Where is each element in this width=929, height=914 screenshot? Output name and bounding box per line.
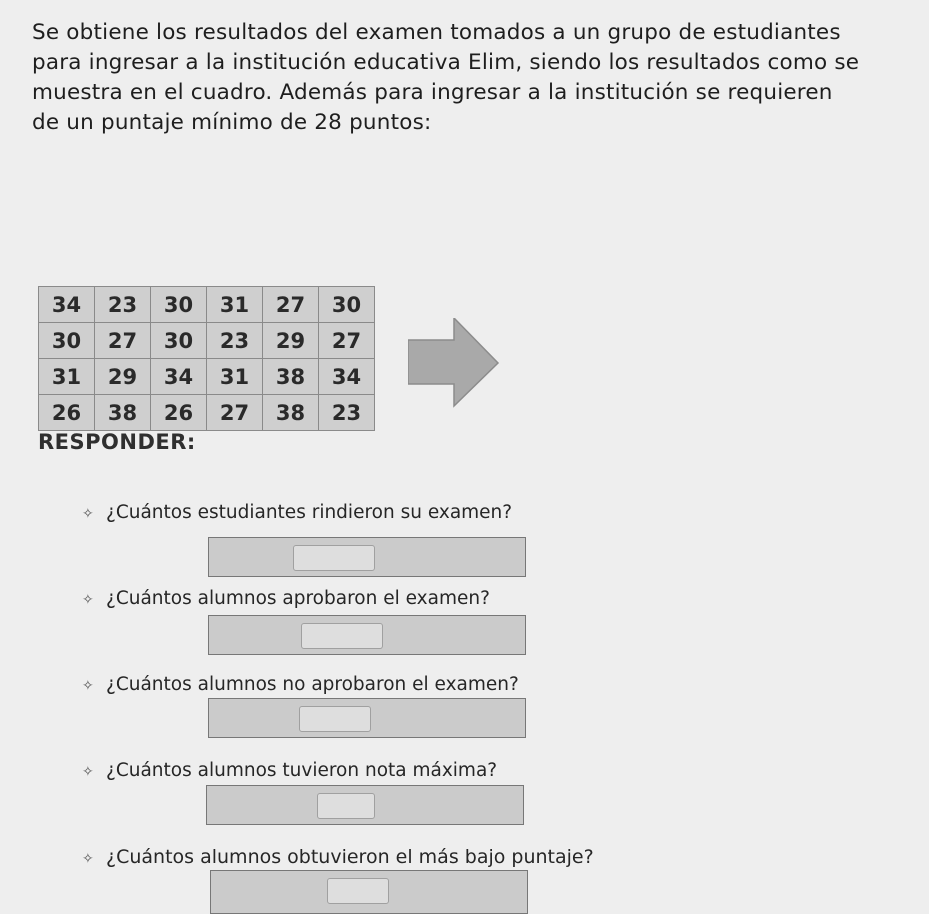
table-cell: 27 (207, 395, 263, 431)
answer-box-1[interactable] (208, 537, 526, 577)
answer-input-4[interactable] (317, 793, 375, 819)
diamond-bullet-icon: ✧ (82, 678, 94, 694)
intro-line-1: Se obtiene los resultados del examen tomados a un grupo de estudiantes (32, 20, 841, 45)
diamond-bullet-icon: ✧ (82, 851, 94, 867)
answer-input-5[interactable] (327, 878, 389, 904)
intro-line-2: para ingresar a la institución educativa Elim, siendo los resultados como se (32, 50, 860, 75)
table-cell: 29 (95, 359, 151, 395)
question-text: ¿Cuántos alumnos no aprobaron el examen? (106, 674, 519, 695)
table-cell: 34 (319, 359, 375, 395)
question-text: ¿Cuántos alumnos aprobaron el examen? (106, 588, 490, 609)
answer-input-2[interactable] (301, 623, 383, 649)
answer-box-3[interactable] (208, 698, 526, 738)
question-1 (82, 502, 512, 523)
table-cell: 27 (95, 323, 151, 359)
table-row (39, 323, 375, 359)
table-cell: 29 (263, 323, 319, 359)
answer-box-5[interactable] (210, 870, 528, 914)
table-cell: 30 (319, 287, 375, 323)
question-4 (82, 760, 497, 781)
diamond-bullet-icon: ✧ (82, 764, 94, 780)
table-cell: 30 (151, 287, 207, 323)
table-row (39, 359, 375, 395)
question-text: ¿Cuántos estudiantes rindieron su examen? (106, 502, 513, 523)
intro-line-3: muestra en el cuadro. Además para ingresar a la institución se requieren (32, 80, 833, 105)
table-row (39, 287, 375, 323)
table-cell: 27 (263, 287, 319, 323)
scores-table (38, 286, 375, 431)
diamond-bullet-icon: ✧ (82, 506, 94, 522)
table-cell: 23 (319, 395, 375, 431)
intro-line-4: de un puntaje mínimo de 28 puntos: (32, 110, 432, 135)
table-cell: 38 (263, 395, 319, 431)
table-cell: 26 (151, 395, 207, 431)
answer-box-2[interactable] (208, 615, 526, 655)
table-cell: 23 (95, 287, 151, 323)
table-cell: 38 (263, 359, 319, 395)
table-cell: 31 (207, 359, 263, 395)
intro-paragraph (32, 18, 912, 138)
right-arrow-icon (408, 318, 500, 408)
table-cell: 34 (151, 359, 207, 395)
table-cell: 34 (39, 287, 95, 323)
question-5 (82, 846, 594, 868)
question-text: ¿Cuántos alumnos obtuvieron el más bajo puntaje? (106, 846, 594, 868)
answer-box-4[interactable] (206, 785, 524, 825)
responder-label: RESPONDER: (38, 430, 196, 454)
table-cell: 31 (207, 287, 263, 323)
table-cell: 30 (151, 323, 207, 359)
table-cell: 23 (207, 323, 263, 359)
table-cell: 26 (39, 395, 95, 431)
question-text: ¿Cuántos alumnos tuvieron nota máxima? (106, 760, 498, 781)
answer-input-1[interactable] (293, 545, 375, 571)
answer-input-3[interactable] (299, 706, 371, 732)
table-cell: 30 (39, 323, 95, 359)
question-3 (82, 674, 519, 695)
table-cell: 27 (319, 323, 375, 359)
table-cell: 31 (39, 359, 95, 395)
question-2 (82, 588, 490, 609)
diamond-bullet-icon: ✧ (82, 592, 94, 608)
table-cell: 38 (95, 395, 151, 431)
table-row (39, 395, 375, 431)
